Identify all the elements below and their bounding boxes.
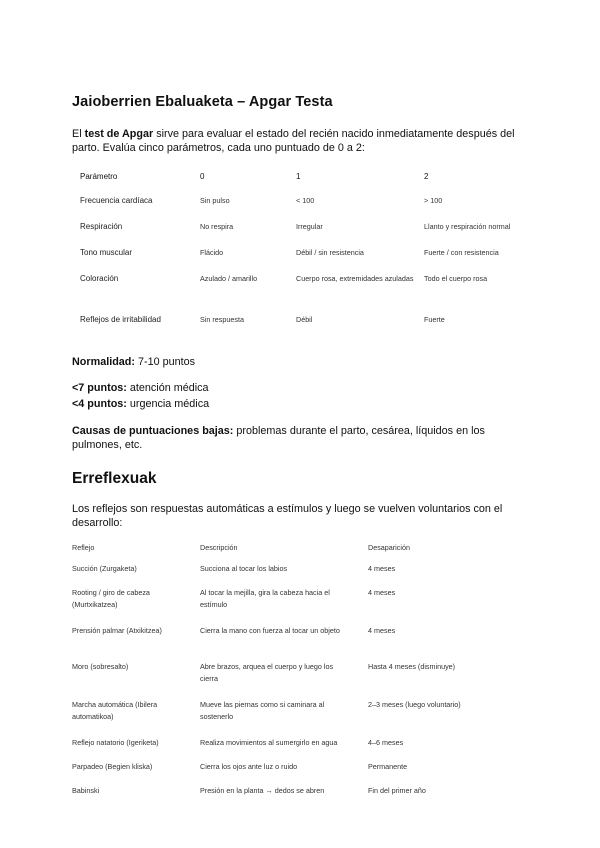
apgar-cell: Irregular [296, 222, 323, 231]
reflex-cell: Prensión palmar (Atxikitzea) [72, 626, 162, 635]
reflex-cell: Parpadeo (Begien kliska) [72, 762, 153, 771]
reflex-cell: Permanente [368, 762, 408, 771]
apgar-cell: Débil / sin resistencia [296, 248, 364, 257]
apgar-cell: > 100 [424, 196, 443, 205]
reflex-cell: Mueve las piernas como si caminara al sostenerlo [200, 700, 325, 721]
apgar-cell: Azulado / amarillo [200, 274, 258, 283]
reflex-cell: Marcha automática (Ibilera automatikoa) [72, 700, 158, 721]
apgar-cell: Frecuencia cardíaca [80, 196, 153, 205]
reflex-cell: 4 meses [368, 626, 396, 635]
reflex-cell: Fin del primer año [368, 786, 426, 795]
causas-paragraph [72, 424, 512, 452]
intro-rest: sirve para evaluar el estado del recién nacido inmediatamente después del parto. Evalúa cinco parámetros, cada uno puntuado de 0 a 2: [72, 128, 515, 154]
apgar-cell: < 100 [296, 196, 315, 205]
reflex-cell: 2–3 meses (luego voluntario) [368, 700, 461, 709]
reflex-cell: 4–6 meses [368, 738, 404, 747]
apgar-cell: Fuerte / con resistencia [424, 248, 499, 257]
menos7-label: <7 puntos: [72, 382, 127, 394]
apgar-cell: Fuerte [424, 315, 445, 324]
reflex-cell: Reflejo natatorio (Igeriketa) [72, 738, 159, 747]
reflex-cell: 4 meses [368, 588, 396, 597]
reflex-cell: Abre brazos, arquea el cuerpo y luego los cierra [200, 662, 334, 683]
menos4-value: urgencia médica [126, 398, 210, 410]
apgar-cell: Sin respuesta [200, 315, 244, 324]
apgar-cell: Sin pulso [200, 196, 230, 205]
apgar-cell: Tono muscular [80, 248, 133, 257]
menos4-label: <4 puntos: [72, 398, 127, 410]
apgar-header-cell: 1 [296, 172, 301, 181]
erreflexuak-title: Erreflexuak [72, 470, 157, 487]
reflex-cell: Cierra la mano con fuerza al tocar un objeto [200, 626, 340, 635]
apgar-title: Jaioberrien Ebaluaketa – Apgar Testa [72, 94, 333, 110]
reflex-cell: Babinski [72, 786, 100, 795]
erreflexuak-intro: Los reflejos son respuestas automáticas a estímulos y luego se vuelven voluntarios con el desarrollo: [72, 503, 503, 529]
apgar-cell: Cuerpo rosa, extremidades azuladas [296, 274, 414, 283]
reflex-cell: Succiona al tocar los labios [200, 564, 288, 573]
reflex-header-cell: Descripción [200, 543, 238, 552]
reflex-cell: 4 meses [368, 564, 396, 573]
reflex-cell: Realiza movimientos al sumergirlo en agua [200, 738, 338, 747]
menos7-value: atención médica [126, 382, 209, 394]
apgar-cell: Todo el cuerpo rosa [424, 274, 488, 283]
apgar-cell: Débil [296, 315, 313, 324]
causas-label: Causas de puntuaciones bajas: [72, 425, 234, 437]
reflex-cell: Succión (Zurgaketa) [72, 564, 137, 573]
apgar-header-cell: Parámetro [80, 172, 118, 181]
apgar-cell: Flácido [200, 248, 224, 257]
normalidad-line [72, 355, 195, 369]
apgar-cell: No respira [200, 222, 234, 231]
reflex-header-cell: Desaparición [368, 543, 410, 552]
reflex-cell: Moro (sobresalto) [72, 662, 129, 671]
reflex-cell: Rooting / giro de cabeza (Murtxikatzea) [72, 588, 150, 609]
apgar-cell: Coloración [80, 274, 119, 283]
intro-bold: test de Apgar [84, 128, 154, 140]
reflex-cell: Cierra los ojos ante luz o ruido [200, 762, 298, 771]
apgar-cell: Respiración [80, 222, 123, 231]
causas-value: problemas durante el parto, cesárea, líquidos en los pulmones, etc. [72, 425, 485, 451]
apgar-header-cell: 2 [424, 172, 429, 181]
reflex-cell: Presión en la planta → dedos se abren [200, 786, 325, 795]
menos4-line [72, 397, 209, 411]
menos7-line [72, 381, 209, 395]
apgar-cell: Llanto y respiración normal [424, 222, 511, 231]
reflex-cell: Al tocar la mejilla, gira la cabeza hacia el estímulo [200, 588, 330, 609]
intro-prefix: El [72, 128, 85, 140]
reflex-header-cell: Reflejo [72, 543, 95, 552]
normalidad-label: Normalidad: [72, 356, 135, 368]
apgar-header-cell: 0 [200, 172, 205, 181]
reflex-cell: Hasta 4 meses (disminuye) [368, 662, 456, 671]
apgar-cell: Reflejos de irritabilidad [80, 315, 161, 324]
normalidad-value: 7-10 puntos [135, 356, 196, 368]
apgar-intro [72, 127, 532, 155]
